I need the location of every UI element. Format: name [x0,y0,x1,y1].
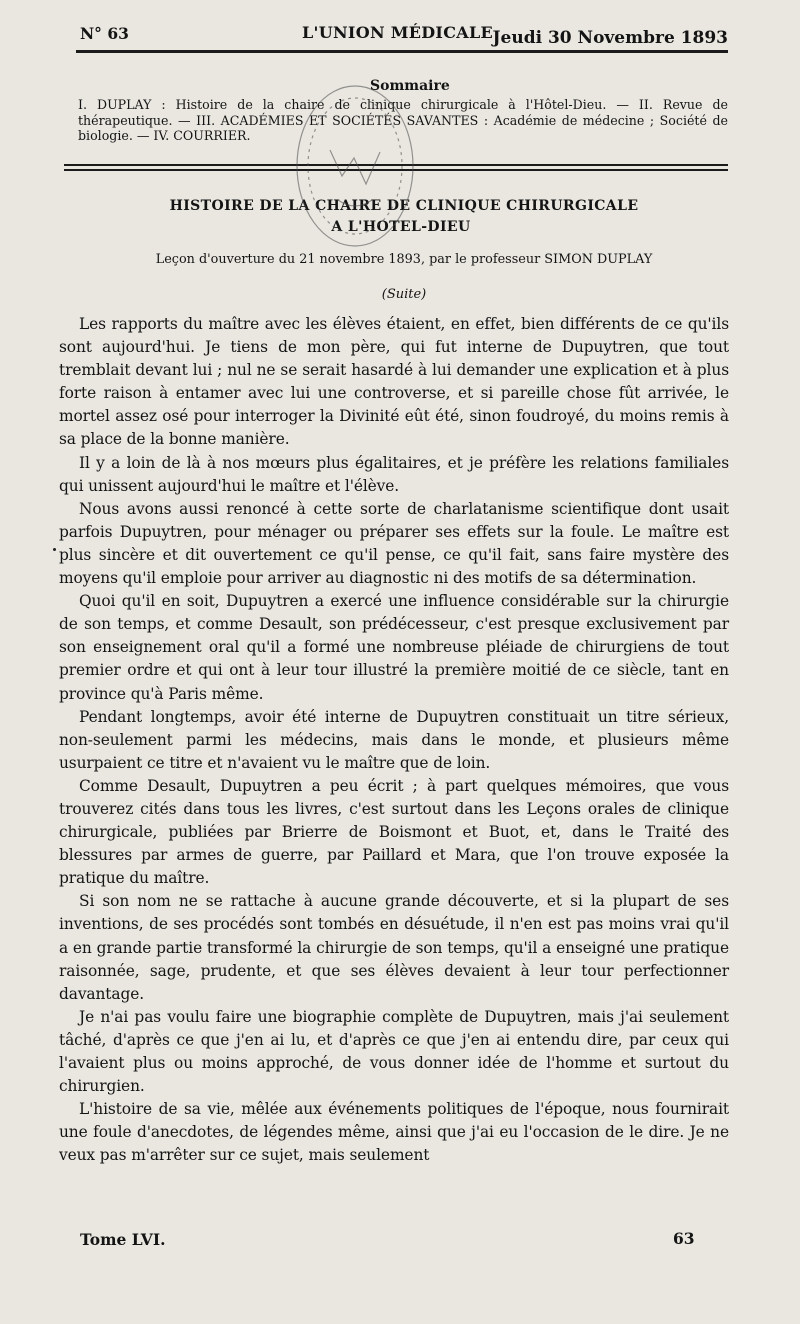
page-number: 63 [673,1229,695,1248]
paragraph-4: Quoi qu'il en soit, Dupuytren a exercé une influence considérable sur la chirurgie de son temps, et comme Desault, son prédécesseur, c'est presque exclusivement par son enseignement oral qu'il a formé une nombreuse pléiade de chirurgiens de tout premier ordre et qui ont à leur tour illustré la première moitié de ce siècle, tant en province qu'à Paris même. [59,592,729,703]
header-rule [76,50,728,53]
sommaire-text: I. DUPLAY : Histoire de la chaire de clinique chirurgicale à l'Hôtel-Dieu. — II. Revue de thérapeutique. — III. ACADÉMIES ET SOCIÉTÉS SAVANTES : Académie de médecine ; Société de biologie. — IV. COURRIER. [78,97,728,144]
page-header [80,22,728,48]
sommaire-rule-bottom [64,169,728,171]
article-title [80,196,728,238]
paragraph-5: Pendant longtemps, avoir été interne de Dupuytren constituait un titre sérieux, non-seulement parmi les médecins, mais dans le monde, et plusieurs même usurpaient ce titre et n'avaient vu le maître que de loin. [59,707,729,772]
paragraph-8: Je n'ai pas voulu faire une biographie complète de Dupuytren, mais j'ai seulement tâché, d'après ce que j'en ai lu, et d'après ce que j'en ai entendu dire, par ceux qui l'avaient plus ou moins approché, de vous donner idée de l'homme et surtout du chirurgien. [59,1007,729,1096]
paragraph-9: L'histoire de sa vie, mêlée aux événements politiques de l'époque, nous fournirait une foule d'anecdotes, de légendes même, ainsi que j'ai eu l'occasion de le dire. Je ne veux pas m'arrêter sur ce sujet, mais seulement [59,1100,729,1165]
lecture-line: Leçon d'ouverture du 21 novembre 1893, par le professeur SIMON DUPLAY [155,252,653,267]
sommaire-rule-top [64,164,728,166]
article-body [59,313,729,1167]
sommaire-title: Sommaire [370,78,450,94]
paragraph-7: Si son nom ne se rattache à aucune grande découverte, et si la plupart de ses inventions, de ses procédés sont tombés en désuétude, il n'en est pas moins vrai qu'il a en grande partie transformé la chirurgie de son temps, qu'il a enseigné une pratique raisonnée, sage, prudente, et que ses élèves devaient à leur tour perfectionner davantage. [59,892,729,1003]
paragraph-2: Il y a loin de là à nos mœurs plus égalitaires, et je préfère les relations familiales qui unissent aujourd'hui le maître et l'élève. [59,453,729,495]
issue-date: Jeudi 30 Novembre 1893 [492,28,728,48]
volume-label: Tome LVI. [80,1230,166,1249]
paragraph-6: Comme Desault, Dupuytren a peu écrit ; à part quelques mémoires, que vous trouverez cités dans tous les livres, c'est surtout dans les Leçons orales de clinique chirurgicale, publiées par Brierre de Boismont et Buot, et, dans le Traité des blessures par armes de guerre, par Paillard et Mara, que l'on trouve exposée la pratique du maître. [59,776,729,888]
issue-number: N° 63 [80,24,129,43]
suite-label: (Suite) [381,287,427,302]
ink-spot [53,548,56,551]
article-title-line2: A L'HOTEL-DIEU [331,219,471,235]
paragraph-3: Nous avons aussi renoncé à cette sorte de charlatanisme scientifique dont usait parfois Dupuytren, pour ménager ou préparer ses effets sur la foule. Le maître est plus sincère et dit ouvertement ce qu'il pense, ce qu'il fait, sans faire mystère des moyens qu'il emploie pour arriver au diagnostic ni des motifs de sa détermination. [59,499,729,588]
article-title-line1: HISTOIRE DE LA CHAIRE DE CLINIQUE CHIRURGICALE [169,198,639,214]
journal-title: L'UNION MÉDICALE [302,23,494,42]
paragraph-1: Les rapports du maître avec les élèves étaient, en effet, bien différents de ce qu'ils sont aujourd'hui. Je tiens de mon père, qui fut interne de Dupuytren, que tout tremblait devant lui ; nul ne se serait hasardé à lui demander une explication et à plus forte raison à entamer avec lui une controverse, et si pareille chose fût arrivée, le mortel assez osé pour interroger la Divinité eût été, sinon foudroyé, du moins remis à sa place de la bonne manière. [59,315,729,449]
